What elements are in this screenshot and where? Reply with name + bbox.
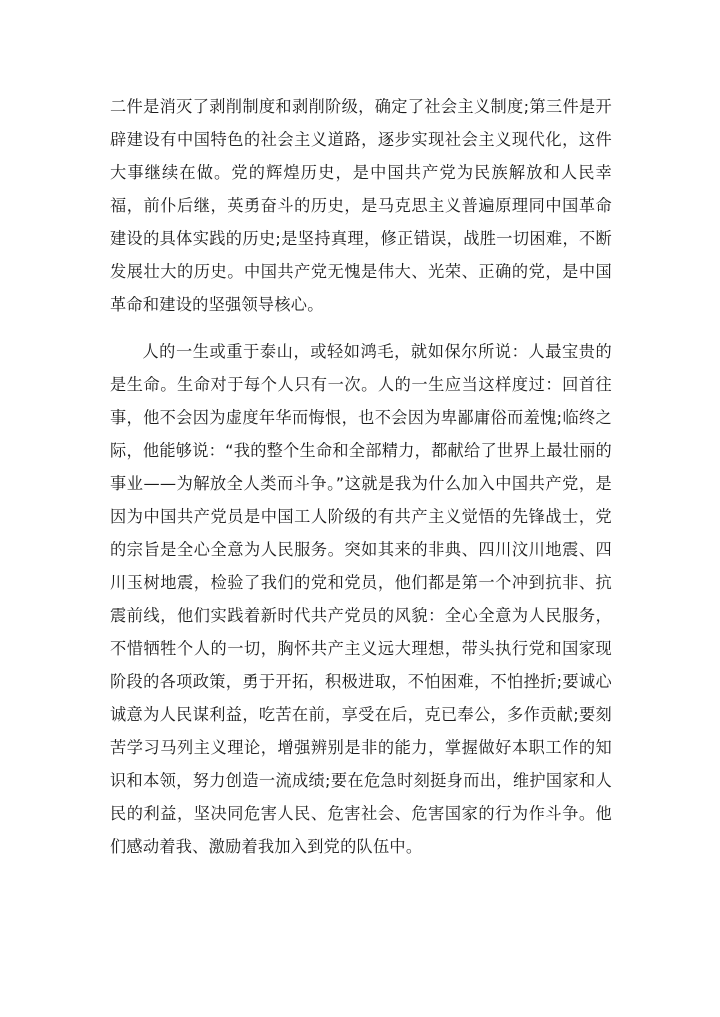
paragraph-why-join-party: 人的一生或重于泰山，或轻如鸿毛，就如保尔所说：人最宝贵的是生命。生命对于每个人只有一次。人的一生应当这样度过：回首往事，他不会因为虚度年华而悔恨，也不会因为卑鄙庸俗而羞愧;临终之际，他能够说：“我的整个生命和全部精力，都献给了世界上最壮丽的事业——为解放全人类而斗争。”这就是我为什么加入中国共产党，是因为中国共产党员是中国工人阶级的有共产主义觉悟的先锋战士，党的宗旨是全心全意为人民服务。突如其来的非典、四川汶川地震、四川玉树地震，检验了我们的党和党员，他们都是第一个冲到抗非、抗震前线，他们实践着新时代共产党员的风貌：全心全意为人民服务，不惜牺牲个人的一切，胸怀共产主义远大理想，带头执行党和国家现阶段的各项政策，勇于开拓，积极进取，不怕困难，不怕挫折;要诚心诚意为人民谋利益，吃苦在前，享受在后，克已奉公，多作贡献;要刻苦学习马列主义理论，增强辨别是非的能力，掌握做好本职工作的知识和本领，努力创造一流成绩;要在危急时刻挺身而出，维护国家和人民的利益，坚决同危害人民、危害社会、危害国家的行为作斗争。他们感动着我、激励着我加入到党的队伍中。 [110, 342, 612, 856]
document-page [110, 90, 612, 863]
paragraph-party-history: 二件是消灭了剥削制度和剥削阶级，确定了社会主义制度;第三件是开辟建设有中国特色的社会主义道路，逐步实现社会主义现代化，这件大事继续在做。党的辉煌历史，是中国共产党为民族解放和人民幸福，前仆后继，英勇奋斗的历史，是马克思主义普遍原理同中国革命建设的具体实践的历史;是坚持真理，修正错误，战胜一切困难，不断发展壮大的历史。中国共产党无愧是伟大、光荣、正确的党，是中国革命和建设的坚强领导核心。 [110, 97, 612, 314]
